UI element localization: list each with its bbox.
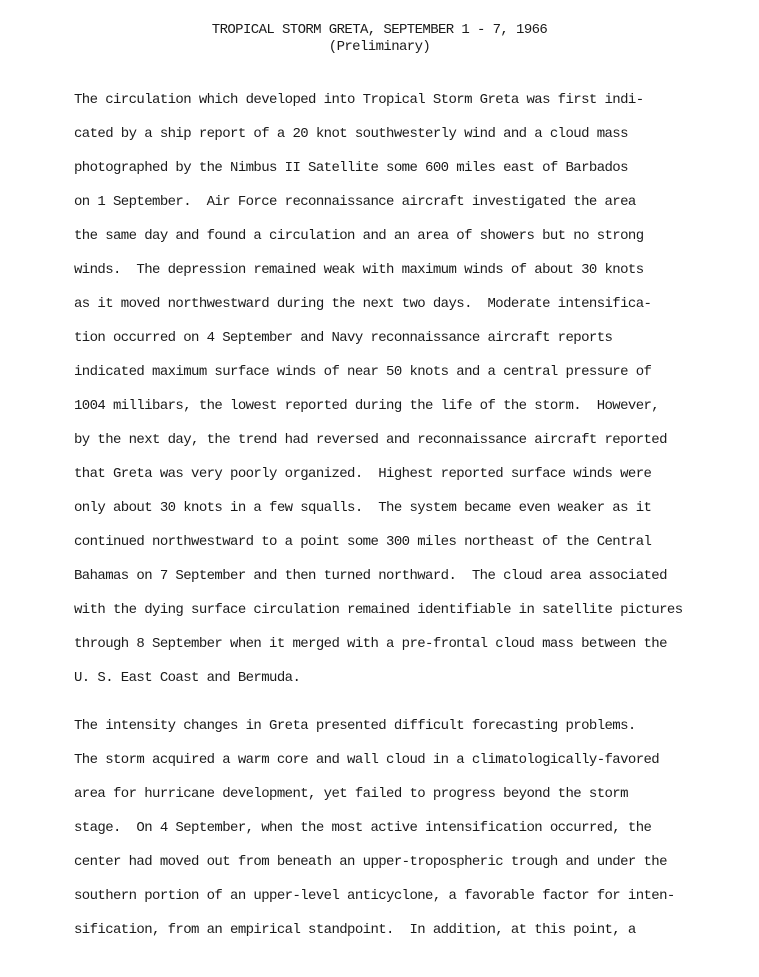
paragraph-line: tion occurred on 4 September and Navy reconnaissance aircraft reports <box>74 330 613 346</box>
paragraph-1 <box>74 83 744 695</box>
paragraph-line: area for hurricane development, yet failed to progress beyond the storm <box>74 786 628 802</box>
paragraph-line: on 1 September. Air Force reconnaissance aircraft investigated the area <box>74 194 636 210</box>
paragraph-line: that Greta was very poorly organized. Highest reported surface winds were <box>74 466 652 482</box>
paragraph-line: stage. On 4 September, when the most active intensification occurred, the <box>74 820 652 836</box>
paragraph-line: sification, from an empirical standpoint. In addition, at this point, a <box>74 922 636 938</box>
paragraph-line: southern portion of an upper-level anticyclone, a favorable factor for inten- <box>74 888 675 904</box>
paragraph-line: only about 30 knots in a few squalls. The system became even weaker as it <box>74 500 652 516</box>
paragraph-line: The intensity changes in Greta presented difficult forecasting problems. <box>74 718 636 734</box>
paragraph-line: U. S. East Coast and Bermuda. <box>74 670 301 686</box>
paragraph-line: center had moved out from beneath an upper-tropospheric trough and under the <box>74 854 667 870</box>
paragraph-line: with the dying surface circulation remained identifiable in satellite pictures <box>74 602 683 618</box>
document-title: TROPICAL STORM GRETA, SEPTEMBER 1 - 7, 1966 <box>211 22 548 38</box>
paragraph-line: through 8 September when it merged with a pre-frontal cloud mass between the <box>74 636 667 652</box>
paragraph-line: the same day and found a circulation and an area of showers but no strong <box>74 228 644 244</box>
paragraph-2 <box>74 709 744 947</box>
paragraph-line: Bahamas on 7 September and then turned northward. The cloud area associated <box>74 568 667 584</box>
document-subtitle: (Preliminary) <box>328 39 431 55</box>
paragraph-line: The storm acquired a warm core and wall cloud in a climatologically-favored <box>74 752 660 768</box>
paragraph-line: 1004 millibars, the lowest reported during the life of the storm. However, <box>74 398 660 414</box>
paragraph-line: The circulation which developed into Tropical Storm Greta was first indi- <box>74 92 644 108</box>
paragraph-line: cated by a ship report of a 20 knot southwesterly wind and a cloud mass <box>74 126 628 142</box>
paragraph-line: by the next day, the trend had reversed and reconnaissance aircraft reported <box>74 432 667 448</box>
paragraph-line: as it moved northwestward during the next two days. Moderate intensifica- <box>74 296 652 312</box>
paragraph-line: winds. The depression remained weak with maximum winds of about 30 knots <box>74 262 644 278</box>
paragraph-line: continued northwestward to a point some 300 miles northeast of the Central <box>74 534 652 550</box>
paragraph-line: photographed by the Nimbus II Satellite some 600 miles east of Barbados <box>74 160 628 176</box>
paragraph-line: indicated maximum surface winds of near 50 knots and a central pressure of <box>74 364 652 380</box>
